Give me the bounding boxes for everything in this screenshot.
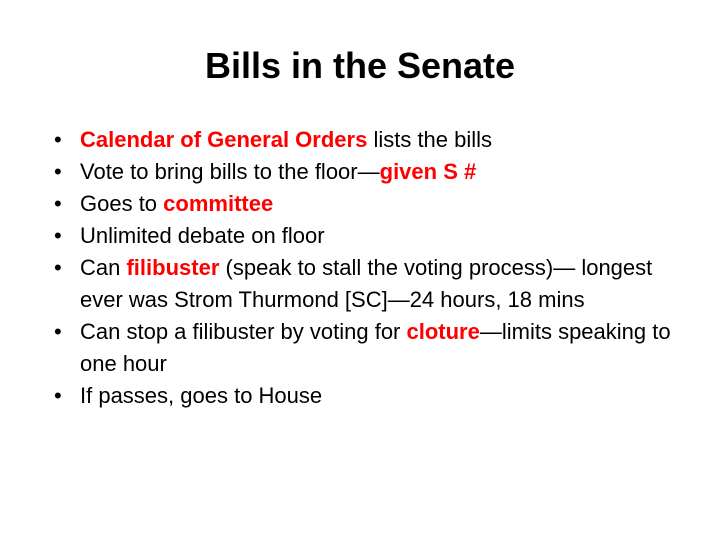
bullet-debate xyxy=(54,220,694,252)
bullet-cloture xyxy=(54,316,694,380)
slide-title: Bills in the Senate xyxy=(204,45,516,86)
bullet-text: lists the bills xyxy=(367,127,493,152)
emphasis-text: committee xyxy=(163,191,274,216)
emphasis-text: given S # xyxy=(379,159,477,184)
bullet-committee xyxy=(54,188,694,220)
bullet-vote-floor xyxy=(54,156,694,188)
bullet-text: (speak to stall the voting process)— longest ever was Strom Thurmond [SC]—24 hours, 18 mins xyxy=(80,255,653,312)
bullet-list xyxy=(54,124,694,412)
bullet-filibuster xyxy=(54,252,694,316)
bullet-text: Can xyxy=(80,255,127,280)
bullet-text: Can stop a filibuster by voting for xyxy=(80,319,407,344)
bullet-text: Unlimited debate on floor xyxy=(80,223,325,248)
bullet-text: Goes to xyxy=(80,191,164,216)
bullet-text: —limits speaking to one hour xyxy=(80,319,671,376)
bullet-text: If passes, goes to House xyxy=(80,383,323,408)
bullet-calendar xyxy=(54,124,694,156)
bullet-house xyxy=(54,380,694,412)
emphasis-text: Calendar of General Orders xyxy=(80,127,368,152)
emphasis-text: filibuster xyxy=(126,255,220,280)
bullet-text: Vote to bring bills to the floor— xyxy=(80,159,380,184)
emphasis-text: cloture xyxy=(406,319,480,344)
